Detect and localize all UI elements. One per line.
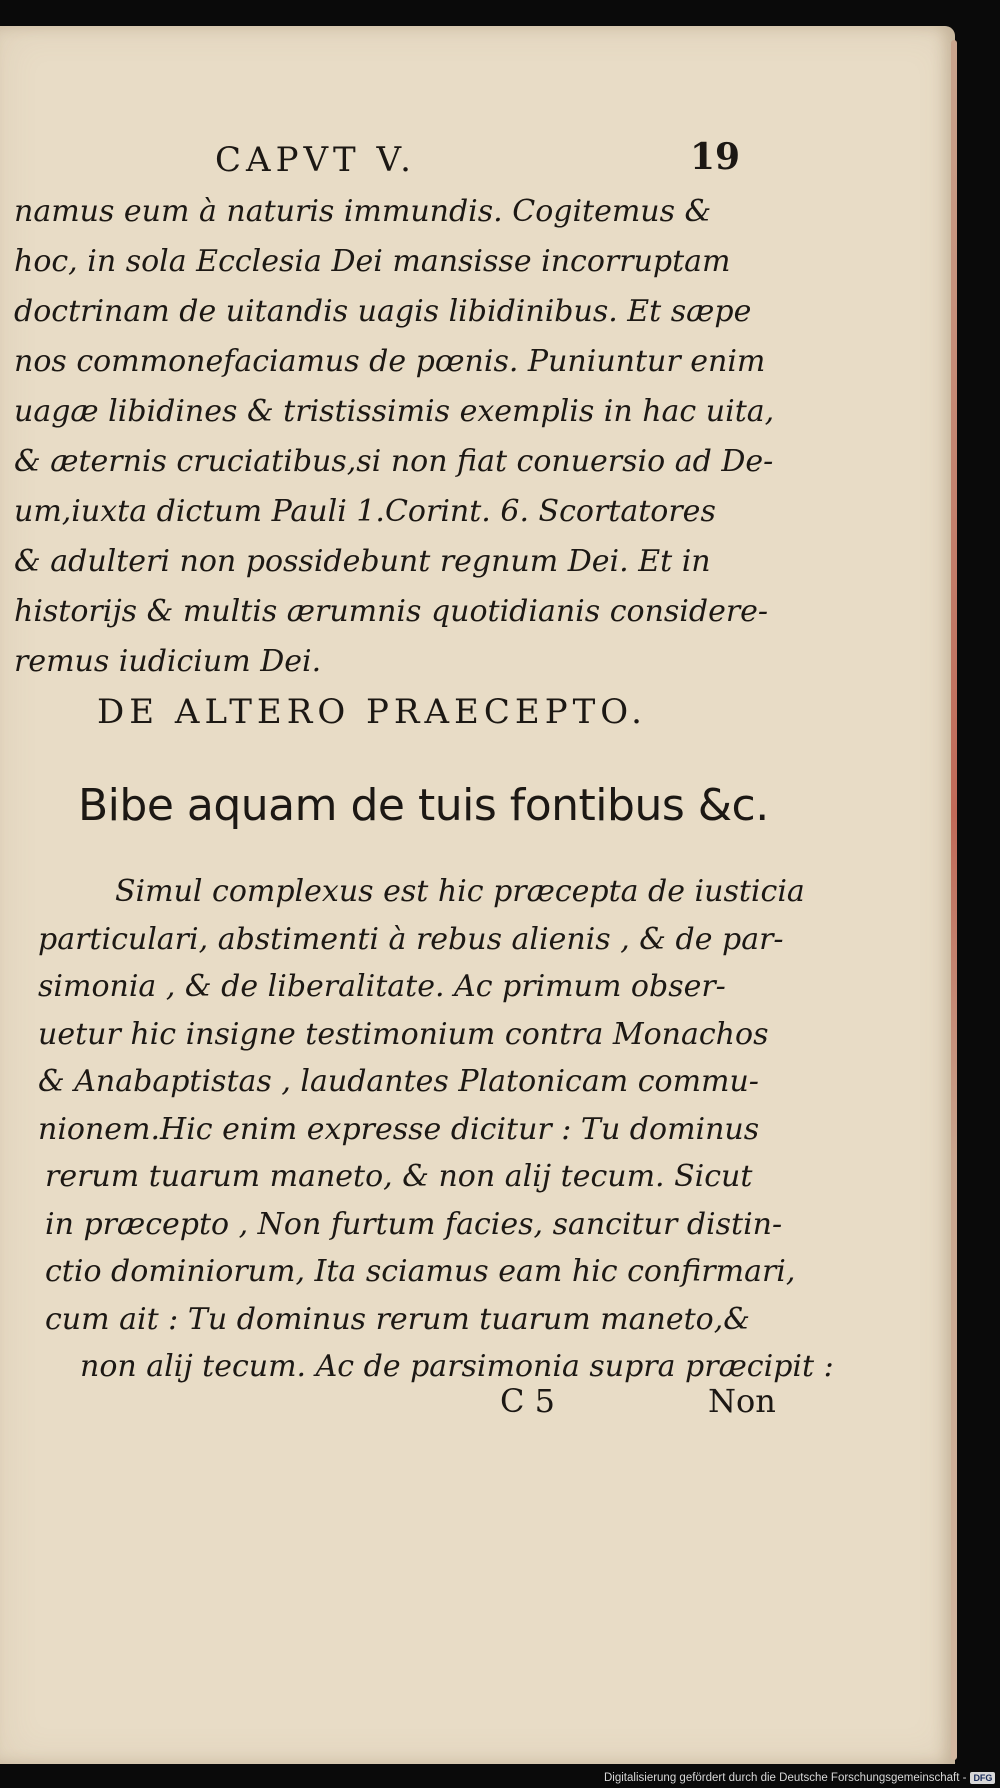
text-line: cum ait : Tu dominus rerum tuarum maneto,& — [45, 1301, 750, 1337]
text-line: historijs & multis ærumnis quotidianis considere- — [14, 594, 769, 629]
section-heading: DE ALTERO PRAECEPTO. — [97, 692, 647, 732]
page-edge — [951, 40, 957, 1760]
text-line: nos commonefaciamus de pœnis. Puniuntur enim — [14, 344, 766, 379]
signature-mark: C 5 — [500, 1382, 556, 1420]
dfg-logo: DFG — [970, 1772, 995, 1784]
text-line: uagæ libidines & tristissimis exemplis in hac uita, — [14, 394, 775, 429]
text-line: namus eum à naturis immundis. Cogitemus & — [14, 194, 712, 229]
verse-heading: Bibe aquam de tuis fontibus &c. — [78, 780, 769, 831]
book-page — [0, 26, 955, 1764]
text-line: ctio dominiorum, Ita sciamus eam hic confirmari, — [45, 1254, 796, 1289]
text-line: doctrinam de uitandis uagis libidinibus. Et sæpe — [14, 294, 752, 329]
text-line: uetur hic insigne testimonium contra Monachos — [38, 1016, 769, 1052]
text-line: um,iuxta dictum Pauli 1.Corint. 6. Scortatores — [14, 494, 716, 529]
catchword: Non — [708, 1382, 776, 1420]
text-line: remus iudicium Dei. — [14, 644, 322, 679]
text-line: hoc, in sola Ecclesia Dei mansisse incorruptam — [14, 244, 731, 279]
text-line: in præcepto , Non furtum facies, sancitur distin- — [45, 1206, 783, 1242]
text-line: & adulteri non possidebunt regnum Dei. Et in — [14, 544, 711, 579]
text-line: Simul complexus est hic præcepta de iusticia — [115, 874, 805, 909]
text-line: simonia , & de liberalitate. Ac primum obser- — [38, 969, 726, 1004]
text-line: particulari, abstimenti à rebus alienis , & de par- — [38, 921, 784, 957]
footer-credit: Digitalisierung gefördert durch die Deutsche Forschungsgemeinschaft - — [604, 1772, 967, 1784]
text-line: rerum tuarum maneto, & non alij tecum. Sicut — [45, 1159, 753, 1194]
text-line: non alij tecum. Ac de parsimonia supra præcipit : — [80, 1349, 834, 1384]
text-line: & Anabaptistas , laudantes Platonicam commu- — [38, 1064, 759, 1099]
folio-number: 19 — [690, 136, 741, 178]
digitization-footer — [604, 1770, 995, 1786]
text-line: & æternis cruciatibus,si non fiat conuersio ad De- — [14, 444, 774, 479]
running-head: CAPVT V. — [215, 140, 416, 180]
text-line: nionem.Hic enim expresse dicitur : Tu dominus — [38, 1111, 760, 1147]
